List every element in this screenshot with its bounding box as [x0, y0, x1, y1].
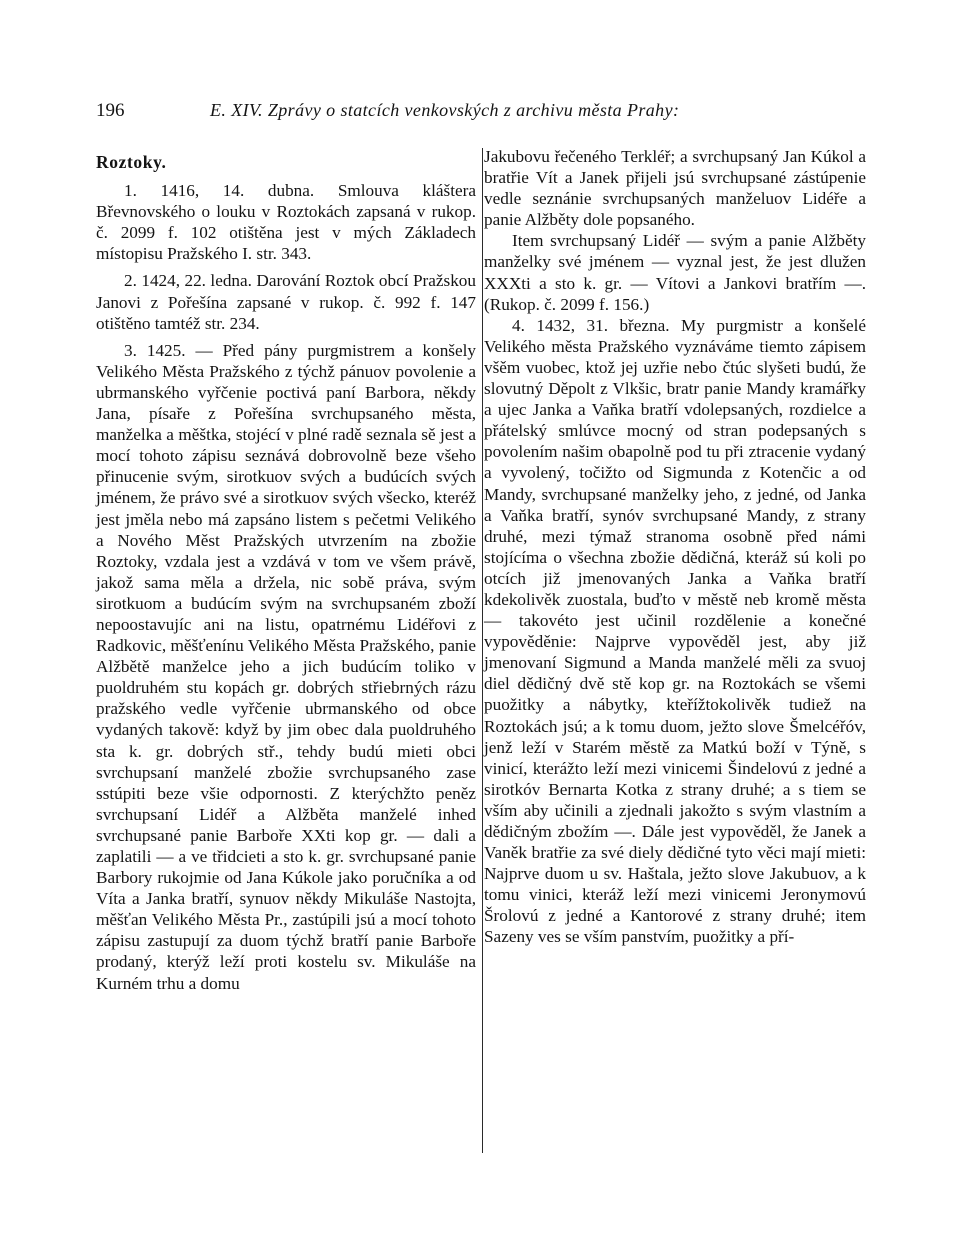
paragraph: Item svrchupsaný Lidéř — svým a panie Alžběty manželky své jménem — vyznal jest, že jest dlužen XXXti a sto k. gr. — Vítovi a Jankovi bratřím —. (Rukop. č. 2099 f. 156.) [484, 231, 866, 314]
right-column [484, 146, 866, 948]
paragraph: 4. 1432, 31. března. My purgmistr a konšelé Velikého města Pražského vyznáváme tiemto zápisem všěm vuobec, ktož jej uzřie nebo čtúc slyšeti budú, že slovutný Děpolt z Vlkšic, bratr panie Mandy kramářky a ujec Janka a Vaňka bratří vdolepsaných, rozdielce a přátelský smlúvce mocný od stran podepsaných s povolením našim obapolně pod tu při ztracenie vydaný a vyvolený, točižto od Sigmunda z Kotenčic a od Mandy, svrchupsané manželky jeho, z jedné, od Janka a Vaňka bratří, synóv svrchupsané Mandy, z strany druhé, mezi týmaž stranoma osobně před námi stojícíma o všechna zbožie dědičná, kteráž sú koli po otcích již jmenovaných Janka a Vaňka bratří kdekolivěk zuostala, buďto v městě neb kromě města — takovéto jest učinil rozdělenie a konečné vypověděnie: Najprve vypověděl jest, aby již jmenovaní Sigmund a Manda manželé měli za svuoj diel dědičný dvě stě kop gr. na Roztokách se všemi puožitky a nábytky, kteřížtokolivěk tudiež na Roztokách jsú; a k tomu duom, ježto slove Šmelcéřóv, jenž leží v Starém městě za Matkú boží v Týně, s vinicí, kterážto leží mezi vinicemi Šindelovú z jedné a sirotkóv Bernarta Kotka z strany druhé; a s tiem se vším aby učinili a zjednali jakožto s svým vlastním a dědičným zbožím —. Dále jest vypověděl, že Janek a Vaněk bratřie za své diely dědičné tyto věci mají mieti: Najprve duom u sv. Haštala, ježto slove Jakubuov, a k tomu vinici, kteráž leží mezi vinicemi Jeronymovú Šrolovú z jedné a Kantorové z strany druhé; item Sazeny ves se vším panstvím, puožitky a pří- [484, 315, 866, 947]
paragraph: 3. 1425. — Před pány purgmistrem a konšely Velikého Města Pražského z týchž pánuov povolenie a ubrmanského vyřčenie poctivá paní Barbora, někdy Jana, písaře z Pořešína svrchupsaného města, manželka a měštka, stojécí v plné radě seznala sě jest a mocí tohoto zápisu seznává dobrovolně beze všeho přinucenie svým, sirotkuov svých a budúcích svých jménem, že právo své a sirotkuov svých všecko, kteréž jest jměla nebo má zapsáno listem s pečetmi Velikého a Nového Měst Pražských utvrzením na zbožie Roztoky, vzdala jest a vzdává v tom ve všem právě, jakož sama měla a držela, nic sobě práva, svým sirotkuom a budúcím svým na svrchupsaném zboží nepoostavujíc ani na listu, opatrnému Lidéřovi z Radkovic, měšťenínu Velikého Města Pražského, panie Alžbětě manželce jeho a jich budúcím toliko v puoldruhém stu kopách gr. dobrých střiebrných rázu pražského vedle vyřčenie ubrmanského od obce vydaných takově: když by jim obec dala puoldruhého sta k. gr. dobrých stř., tehdy budú mieti obci svrchupsaní manželé zbožie svrchupsaného zase sstúpiti beze všie odpornosti. Z kterýchžto peněz svrchupsaní Lidéř a Alžběta manželé inhed svrchupsané panie Barboře XXti kop gr. — dali a zaplatili — a ve třidcieti a sto k. gr. svrchupsané panie Barbory rukojmie od Jana Kúkole jako poručníka a od Víta a Janka bratří, synuov někdy Mikuláše Nastojta, měšťan Velikého Města Pr., zastúpili jsú a mocí tohoto zápisu zastupují za duom týchž bratří panie Barboře prodaný, kterýž leží proti kostelu sv. Mikuláše na Kurném trhu a domu [96, 340, 476, 993]
left-column [96, 146, 476, 1000]
paragraph: 1. 1416, 14. dubna. Smlouva kláštera Břevnovského o louku v Roztokách zapsaná v rukop. č. 2099 f. 102 otištěna jest v mých Základech místopisu Pražského I. str. 343. [96, 181, 476, 264]
paragraph: Jakubovu řečeného Terkléř; a svrchupsaný Jan Kúkol a bratřie Vít a Janek přijeli jsú svrchupsané zástúpenie vedle seznánie svrchupsaných manželuov Lidéře a panie Alžběty dole popsaného. [484, 147, 866, 230]
paragraph: 2. 1424, 22. ledna. Darování Roztok obcí Pražskou Janovi z Pořešína zapsané v rukop. č. 992 f. 147 otištěno tamtéž str. 234. [96, 271, 476, 333]
running-header: E. XIV. Zprávy o statcích venkovských z archivu města Prahy: [210, 100, 680, 120]
column-divider [482, 148, 483, 1153]
section-heading: Roztoky. [96, 152, 167, 172]
page-number: 196 [96, 100, 125, 121]
